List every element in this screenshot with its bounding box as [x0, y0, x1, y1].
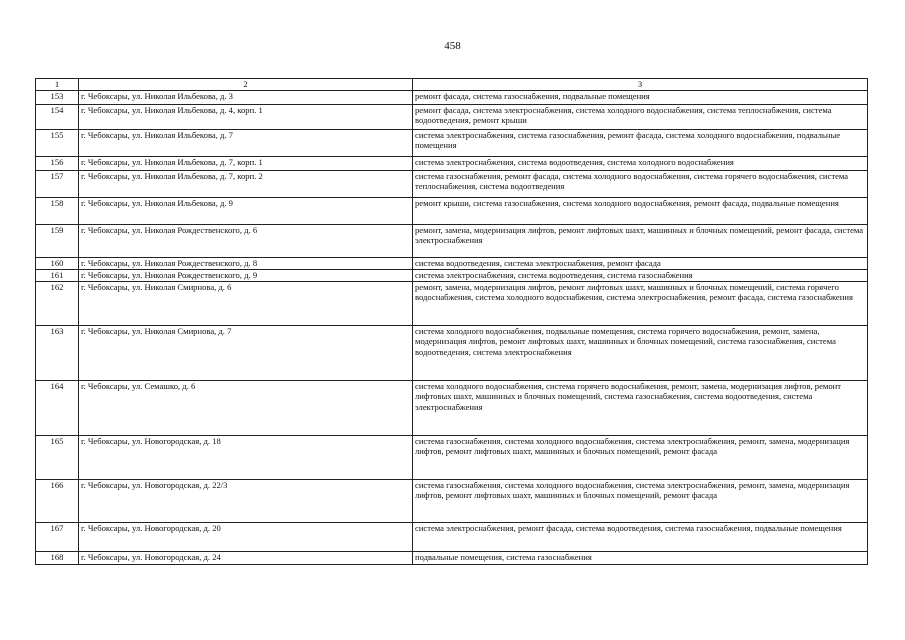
- row-number: 154: [36, 105, 79, 130]
- row-address: г. Чебоксары, ул. Николая Ильбекова, д. 4, корп. 1: [79, 105, 413, 130]
- table-row: [36, 436, 868, 480]
- row-address: г. Чебоксары, ул. Николая Ильбекова, д. 7, корп. 2: [79, 171, 413, 198]
- row-number: 165: [36, 436, 79, 480]
- row-address: г. Чебоксары, ул. Новогородская, д. 20: [79, 523, 413, 552]
- row-number: 166: [36, 480, 79, 523]
- row-works: ремонт фасада, система электроснабжения, система холодного водоснабжения, система теплоснабжения, система водоотведения, ремонт крыши: [413, 105, 868, 130]
- row-works: система газоснабжения, система холодного водоснабжения, система электроснабжения, ремонт, замена, модернизация лифтов, ремонт лифтовых шахт, машинных и блочных помещений, ремонт фасада: [413, 480, 868, 523]
- row-address: г. Чебоксары, ул. Новогородская, д. 24: [79, 552, 413, 565]
- row-address: г. Чебоксары, ул. Николая Ильбекова, д. 3: [79, 91, 413, 105]
- row-works: система электроснабжения, система водоотведения, система холодного водоснабжения: [413, 157, 868, 171]
- row-address: г. Чебоксары, ул. Николая Ильбекова, д. 7, корп. 1: [79, 157, 413, 171]
- table-row: [36, 381, 868, 436]
- column-header-works: 3: [413, 79, 868, 91]
- table-row: [36, 326, 868, 381]
- table-row: [36, 258, 868, 270]
- row-address: г. Чебоксары, ул. Николая Ильбекова, д. 7: [79, 130, 413, 157]
- row-number: 158: [36, 198, 79, 225]
- row-works: система холодного водоснабжения, подвальные помещения, система горячего водоснабжения, ремонт, замена, модернизация лифтов, ремонт лифтовых шахт, машинных и блочных помещений, система газоснабжения, система водоотведения, система электроснабжения: [413, 326, 868, 381]
- registry-table: [35, 78, 868, 565]
- row-number: 155: [36, 130, 79, 157]
- row-address: г. Чебоксары, ул. Николая Ильбекова, д. 9: [79, 198, 413, 225]
- table-row: [36, 480, 868, 523]
- row-address: г. Чебоксары, ул. Новогородская, д. 18: [79, 436, 413, 480]
- row-address: г. Чебоксары, ул. Николая Смирнова, д. 6: [79, 282, 413, 326]
- table-row: [36, 523, 868, 552]
- row-works: система водоотведения, система электроснабжения, ремонт фасада: [413, 258, 868, 270]
- column-header-address: 2: [79, 79, 413, 91]
- row-number: 156: [36, 157, 79, 171]
- table-row: [36, 552, 868, 565]
- table-row: [36, 130, 868, 157]
- table-row: [36, 198, 868, 225]
- table-row: [36, 157, 868, 171]
- row-number: 157: [36, 171, 79, 198]
- table-row: [36, 105, 868, 130]
- table-row: [36, 171, 868, 198]
- row-number: 153: [36, 91, 79, 105]
- row-works: подвальные помещения, система газоснабжения: [413, 552, 868, 565]
- table-row: [36, 225, 868, 258]
- row-works: система электроснабжения, система водоотведения, система газоснабжения: [413, 270, 868, 282]
- row-works: ремонт, замена, модернизация лифтов, ремонт лифтовых шахт, машинных и блочных помещений, система горячего водоснабжения, система холодного водоснабжения, система электроснабжения, ремонт фасада, система газоснабжения: [413, 282, 868, 326]
- row-works: система электроснабжения, система газоснабжения, ремонт фасада, система холодного водоснабжения, подвальные помещения: [413, 130, 868, 157]
- row-number: 160: [36, 258, 79, 270]
- row-number: 162: [36, 282, 79, 326]
- page-number: 458: [444, 40, 461, 52]
- row-number: 163: [36, 326, 79, 381]
- row-address: г. Чебоксары, ул. Николая Рождественского, д. 9: [79, 270, 413, 282]
- table-row: [36, 282, 868, 326]
- row-address: г. Чебоксары, ул. Николая Смирнова, д. 7: [79, 326, 413, 381]
- row-address: г. Чебоксары, ул. Николая Рождественского, д. 6: [79, 225, 413, 258]
- row-number: 161: [36, 270, 79, 282]
- row-address: г. Чебоксары, ул. Новогородская, д. 22/3: [79, 480, 413, 523]
- row-number: 167: [36, 523, 79, 552]
- row-works: ремонт фасада, система газоснабжения, подвальные помещения: [413, 91, 868, 105]
- row-works: система газоснабжения, ремонт фасада, система холодного водоснабжения, система горячего водоснабжения, система теплоснабжения, система водоотведения: [413, 171, 868, 198]
- row-address: г. Чебоксары, ул. Николая Рождественского, д. 8: [79, 258, 413, 270]
- row-number: 168: [36, 552, 79, 565]
- row-works: ремонт, замена, модернизация лифтов, ремонт лифтовых шахт, машинных и блочных помещений, ремонт фасада, система электроснабжения: [413, 225, 868, 258]
- table-row: [36, 91, 868, 105]
- row-works: система электроснабжения, ремонт фасада, система водоотведения, система газоснабжения, подвальные помещения: [413, 523, 868, 552]
- row-works: система газоснабжения, система холодного водоснабжения, система электроснабжения, ремонт, замена, модернизация лифтов, ремонт лифтовых шахт, машинных и блочных помещений, ремонт фасада: [413, 436, 868, 480]
- row-number: 164: [36, 381, 79, 436]
- row-works: ремонт крыши, система газоснабжения, система холодного водоснабжения, ремонт фасада, подвальные помещения: [413, 198, 868, 225]
- column-header-number: 1: [36, 79, 79, 91]
- row-works: система холодного водоснабжения, система горячего водоснабжения, ремонт, замена, модернизация лифтов, ремонт лифтовых шахт, машинных и блочных помещений, система газоснабжения, система водоотведения, система электроснабжения: [413, 381, 868, 436]
- row-address: г. Чебоксары, ул. Семашко, д. 6: [79, 381, 413, 436]
- table-header-row: [36, 79, 868, 91]
- row-number: 159: [36, 225, 79, 258]
- table-row: [36, 270, 868, 282]
